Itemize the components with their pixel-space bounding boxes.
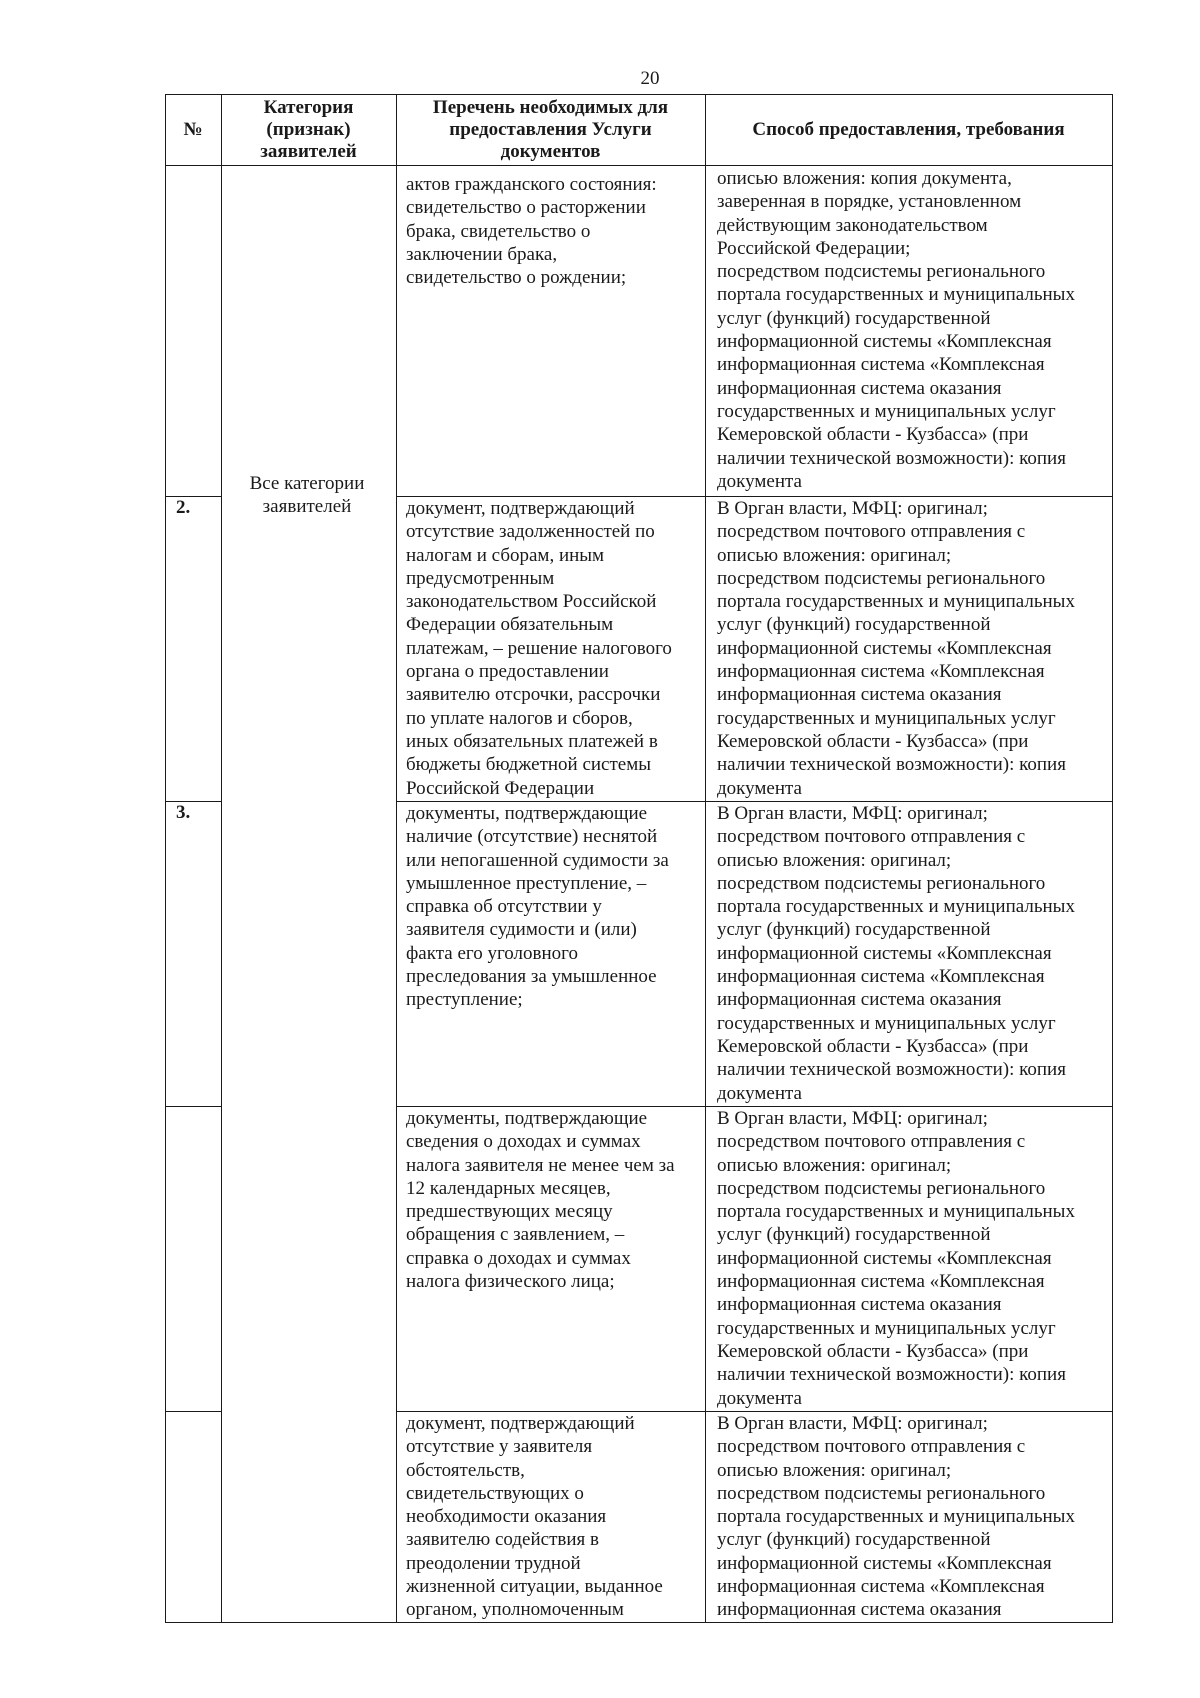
row-document: актов гражданского состояния: свидетельство о расторжении брака, свидетельство о заключении брака, свидетельство о рождении; <box>406 174 657 289</box>
column-divider <box>221 94 222 1622</box>
header-method: Способ предоставления, требования <box>752 119 1065 140</box>
row-divider <box>165 496 221 497</box>
header-documents: Перечень необходимых для предоставления Услуги документов <box>432 97 669 162</box>
category-cell: Все категории заявителей <box>249 473 365 518</box>
row-method: описью вложения: копия документа, заверенная в порядке, установленном действующим законодательством Российской Федерации; посредством подсистемы регионального портала государственных и муниципальных услуг (функций) государственной информационной системы «Комплексная информационная система «Комплексная информационная система оказания государственных и муниципальных услуг Кемеровской области - Кузбасса» (при наличии технической возможности): копия документа <box>717 168 1075 492</box>
row-method: В Орган власти, МФЦ: оригинал; посредством почтового отправления с описью вложения: оригинал; посредством подсистемы регионального портала государственных и муниципальных услуг (функций) государственной информационной системы «Комплексная информационная система «Комплексная информационная система оказания государственных и муниципальных услуг Кемеровской области - Кузбасса» (при наличии технической возможности): копия документа <box>717 803 1075 1104</box>
row-method: В Орган власти, МФЦ: оригинал; посредством почтового отправления с описью вложения: оригинал; посредством подсистемы регионального портала государственных и муниципальных услуг (функций) государственной информационной системы «Комплексная информационная система «Комплексная информационная система оказания <box>717 1413 1075 1621</box>
row-document: документ, подтверждающий отсутствие задолженностей по налогам и сборам, иным предусмотренным законодательством Российской Федерации обязательным платежам, – решение налогового органа о предоставлении заявителю отсрочки, рассрочки по уплате налогов и сборов, иных обязательных платежей в бюджеты бюджетной системы Российской Федерации <box>406 498 672 799</box>
row-document: документы, подтверждающие сведения о доходах и суммах налога заявителя не менее чем за 12 календарных месяцев, предшествующих месяцу обращения с заявлением, – справка о доходах и суммах налога физического лица; <box>406 1108 675 1293</box>
row-number: 3. <box>176 802 191 823</box>
row-divider <box>165 1106 221 1107</box>
row-number: 2. <box>176 497 191 518</box>
page-number: 20 <box>640 68 660 89</box>
header-num: № <box>183 119 203 140</box>
row-method: В Орган власти, МФЦ: оригинал; посредством почтового отправления с описью вложения: оригинал; посредством подсистемы регионального портала государственных и муниципальных услуг (функций) государственной информационной системы «Комплексная информационная система «Комплексная информационная система оказания государственных и муниципальных услуг Кемеровской области - Кузбасса» (при наличии технической возможности): копия документа <box>717 1108 1075 1409</box>
row-document: документы, подтверждающие наличие (отсутствие) неснятой или непогашенной судимости за умышленное преступление, – справка об отсутствии у заявителя судимости и (или) факта его уголовного преследования за умышленное преступление; <box>406 803 669 1011</box>
table-border-left <box>165 94 166 1622</box>
table-border-bottom <box>165 1622 1113 1623</box>
row-divider <box>165 1411 221 1412</box>
row-divider <box>165 801 221 802</box>
row-method: В Орган власти, МФЦ: оригинал; посредством почтового отправления с описью вложения: оригинал; посредством подсистемы регионального портала государственных и муниципальных услуг (функций) государственной информационной системы «Комплексная информационная система «Комплексная информационная система оказания государственных и муниципальных услуг Кемеровской области - Кузбасса» (при наличии технической возможности): копия документа <box>717 498 1075 799</box>
table-border-top <box>165 94 1113 95</box>
header-divider <box>165 165 1113 166</box>
column-divider <box>396 94 397 1622</box>
header-category: Категория (признак) заявителей <box>260 97 357 162</box>
row-document: документ, подтверждающий отсутствие у заявителя обстоятельств, свидетельствующих о необходимости оказания заявителю содействия в преодолении трудной жизненной ситуации, выданное органом, уполномоченным <box>406 1413 663 1621</box>
